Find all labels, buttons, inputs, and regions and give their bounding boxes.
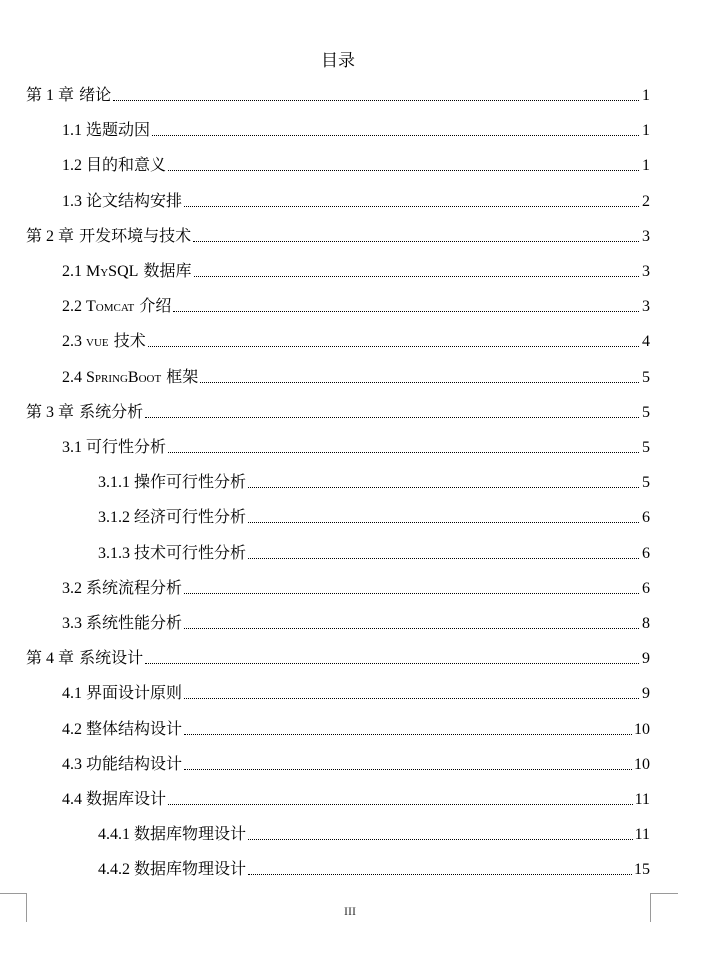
toc-entry-text: 2.1 [62, 263, 86, 280]
toc-entry[interactable] [26, 76, 650, 106]
toc-entry-page-number: 3 [642, 227, 650, 245]
toc-entry-page-number: 3 [642, 263, 650, 280]
toc-entry[interactable] [62, 710, 650, 740]
toc-entry[interactable] [26, 393, 650, 423]
toc-entry-text: 功能结构设计 [86, 753, 183, 773]
toc-entry-text: 介绍 [134, 296, 172, 316]
toc-entry-page-number: 1 [642, 122, 650, 140]
dot-leader [145, 417, 639, 418]
toc-entry[interactable] [98, 498, 650, 528]
dot-leader [184, 734, 632, 735]
toc-entry-label [62, 437, 166, 458]
toc-entry-text: 论文结构安排 [86, 190, 183, 210]
toc-entry-text: 数据库设计 [86, 789, 167, 808]
toc-entry-text: 2.3 [62, 333, 86, 351]
toc-entry-page-number: 11 [634, 826, 650, 844]
dot-leader [184, 628, 639, 629]
toc-entry-label [62, 261, 192, 282]
toc-entry[interactable] [62, 745, 650, 775]
toc-entry-text: 技术 [108, 331, 146, 351]
toc-entry-text: 4 [42, 650, 59, 668]
toc-entry-text: 4.4.2 [98, 861, 134, 879]
dot-leader [184, 593, 639, 594]
toc-entry-page-number: 6 [642, 579, 650, 597]
toc-entry[interactable] [62, 358, 650, 388]
toc-entry-text: 选题动因 [86, 120, 151, 140]
toc-entry-page-number: 15 [634, 861, 650, 879]
toc-entry[interactable] [98, 534, 650, 564]
toc-entry[interactable] [62, 146, 650, 176]
toc-entry-page-number: 10 [634, 755, 650, 773]
toc-entry-label [62, 191, 182, 212]
toc-entry-page-number: 1 [642, 87, 650, 104]
page-title: 目录 [321, 51, 355, 71]
toc-entry-text: 操作可行性分析 [134, 472, 247, 492]
dot-leader [148, 346, 639, 347]
toc-entry[interactable] [62, 569, 650, 599]
dot-leader [248, 874, 632, 875]
toc-entry[interactable] [62, 322, 650, 352]
dot-leader [248, 558, 639, 559]
crop-mark-right [650, 893, 678, 894]
toc-entry[interactable] [62, 252, 650, 282]
toc-entry-page-number: 5 [642, 474, 650, 492]
toc-entry-text: 4.4.1 [98, 826, 134, 844]
toc-entry-text: 3.1 [62, 439, 86, 456]
toc-entry[interactable] [62, 111, 650, 141]
toc-entry-text: 2 [42, 227, 59, 245]
toc-entry-text: 4.1 [62, 685, 86, 703]
toc-entry[interactable] [98, 850, 650, 880]
dot-leader [168, 170, 639, 171]
toc-entry-text: 4.3 [62, 755, 86, 773]
toc-entry-text: 系统流程分析 [86, 577, 183, 597]
toc-entry-text: 第 [26, 401, 43, 421]
toc-entry-text: 数据库物理设计 [134, 824, 247, 844]
dot-leader [248, 839, 633, 840]
toc-entry-label [62, 120, 150, 141]
toc-entry-text: 整体结构设计 [86, 718, 183, 738]
toc-entry-page-number: 2 [642, 192, 650, 210]
toc-entry[interactable] [62, 604, 650, 634]
toc-entry-text: 1.2 [62, 157, 86, 175]
crop-mark-left [0, 893, 26, 894]
toc-entry-text: 第 [26, 225, 43, 245]
toc-entry-page-number: 5 [642, 403, 650, 421]
toc-entry[interactable] [62, 287, 650, 317]
toc-entry-label [62, 754, 182, 775]
toc-entry-text: 2.2 [62, 298, 86, 316]
dot-leader [184, 698, 639, 699]
toc-entry-text: 数据库 [138, 261, 192, 280]
toc-entry-page-number: 10 [634, 720, 650, 738]
toc-entry-page-number: 1 [642, 157, 650, 175]
dot-leader [184, 206, 639, 207]
toc-entry-page-number: 8 [642, 615, 650, 632]
toc-entry-text: 界面设计原则 [86, 683, 183, 703]
dot-leader [168, 804, 633, 805]
toc-entry-page-number: 6 [642, 509, 650, 527]
toc-entry-label [26, 402, 143, 423]
toc-entry-page-number: 9 [642, 685, 650, 703]
toc-entry[interactable] [98, 463, 650, 493]
toc-entry-label [26, 226, 191, 247]
toc-entry-label [62, 331, 146, 352]
toc-entry-text: Tomcat [86, 298, 135, 316]
toc-entry[interactable] [62, 780, 650, 810]
toc-entry-text: 4.2 [62, 720, 86, 738]
toc-entry-text: 3.1.2 [98, 509, 134, 527]
dot-leader [145, 663, 639, 664]
toc-entry-page-number: 5 [642, 439, 650, 456]
toc-entry-text: 3.2 [62, 579, 86, 597]
toc-entry-text: 第 [26, 85, 43, 104]
toc-entry-label [62, 155, 166, 176]
toc-entry-label [62, 719, 182, 740]
toc-entry-text: 章 开发环境与技术 [58, 225, 192, 245]
toc-entry-text: 4.4 [62, 791, 86, 808]
toc-entry-label [62, 367, 198, 388]
toc-entry-label [62, 683, 182, 704]
toc-entry-label [98, 472, 246, 493]
toc-entry-page-number: 9 [642, 650, 650, 668]
toc-entry-text: 3.1.1 [98, 474, 134, 492]
toc-entry-page-number: 11 [634, 791, 650, 808]
dot-leader [184, 769, 632, 770]
toc-entry-label [98, 824, 246, 845]
toc-entry-text: 章 绪论 [58, 85, 112, 104]
toc-entry[interactable] [62, 674, 650, 704]
dot-leader [194, 276, 640, 277]
toc-entry-label [26, 85, 111, 106]
toc-entry-text: 可行性分析 [86, 437, 167, 456]
dot-leader [113, 100, 639, 101]
toc-entry-text: 技术可行性分析 [134, 542, 247, 562]
toc-entry-text: 经济可行性分析 [134, 507, 247, 527]
footer-page-number: III [344, 904, 356, 918]
dot-leader [193, 241, 639, 242]
toc-entry-text: 1.3 [62, 192, 86, 210]
toc-entry-text: 3.1.3 [98, 544, 134, 562]
toc-entry-text: 3 [42, 403, 59, 421]
toc-entry-text: 数据库物理设计 [134, 859, 247, 879]
dot-leader [200, 382, 639, 383]
toc-entry[interactable] [98, 815, 650, 845]
dot-leader [152, 135, 639, 136]
toc-entry-label [62, 296, 171, 317]
toc-entry-text: 框架 [161, 366, 199, 386]
toc-entry-label [62, 613, 182, 634]
toc-entry-page-number: 6 [642, 544, 650, 562]
toc-entry[interactable] [26, 217, 650, 247]
dot-leader [168, 452, 639, 453]
toc-entry-text: 第 [26, 648, 43, 668]
toc-entry-label [62, 578, 182, 599]
dot-leader [248, 522, 639, 523]
toc-entry-text: vue [86, 333, 109, 351]
toc-entry-label [26, 648, 143, 669]
toc-entry-label [98, 543, 246, 564]
toc-entry[interactable] [62, 428, 650, 458]
toc-entry-page-number: 5 [642, 368, 650, 386]
toc-entry-label [98, 507, 246, 528]
toc-entry-text: 目的和意义 [86, 155, 167, 175]
toc-entry-text: 1 [42, 87, 59, 104]
toc-entry-text: 1.1 [62, 122, 86, 140]
dot-leader [248, 487, 639, 488]
toc-entry-page-number: 3 [642, 298, 650, 316]
toc-entry[interactable] [26, 639, 650, 669]
toc-entry[interactable] [62, 182, 650, 212]
toc-entry-text: 章 系统设计 [58, 648, 144, 668]
toc-entry-text: 3.3 [62, 615, 86, 632]
toc-entry-text: 系统性能分析 [86, 613, 183, 632]
toc-entry-page-number: 4 [642, 333, 650, 351]
toc-entry-label [98, 859, 246, 880]
toc-entry-text: MySQL [86, 263, 139, 280]
toc-entry-label [62, 789, 166, 810]
toc-entry-text: 章 系统分析 [58, 401, 144, 421]
dot-leader [173, 311, 639, 312]
toc-entry-text: SpringBoot [86, 368, 162, 386]
toc-entry-text: 2.4 [62, 368, 86, 386]
